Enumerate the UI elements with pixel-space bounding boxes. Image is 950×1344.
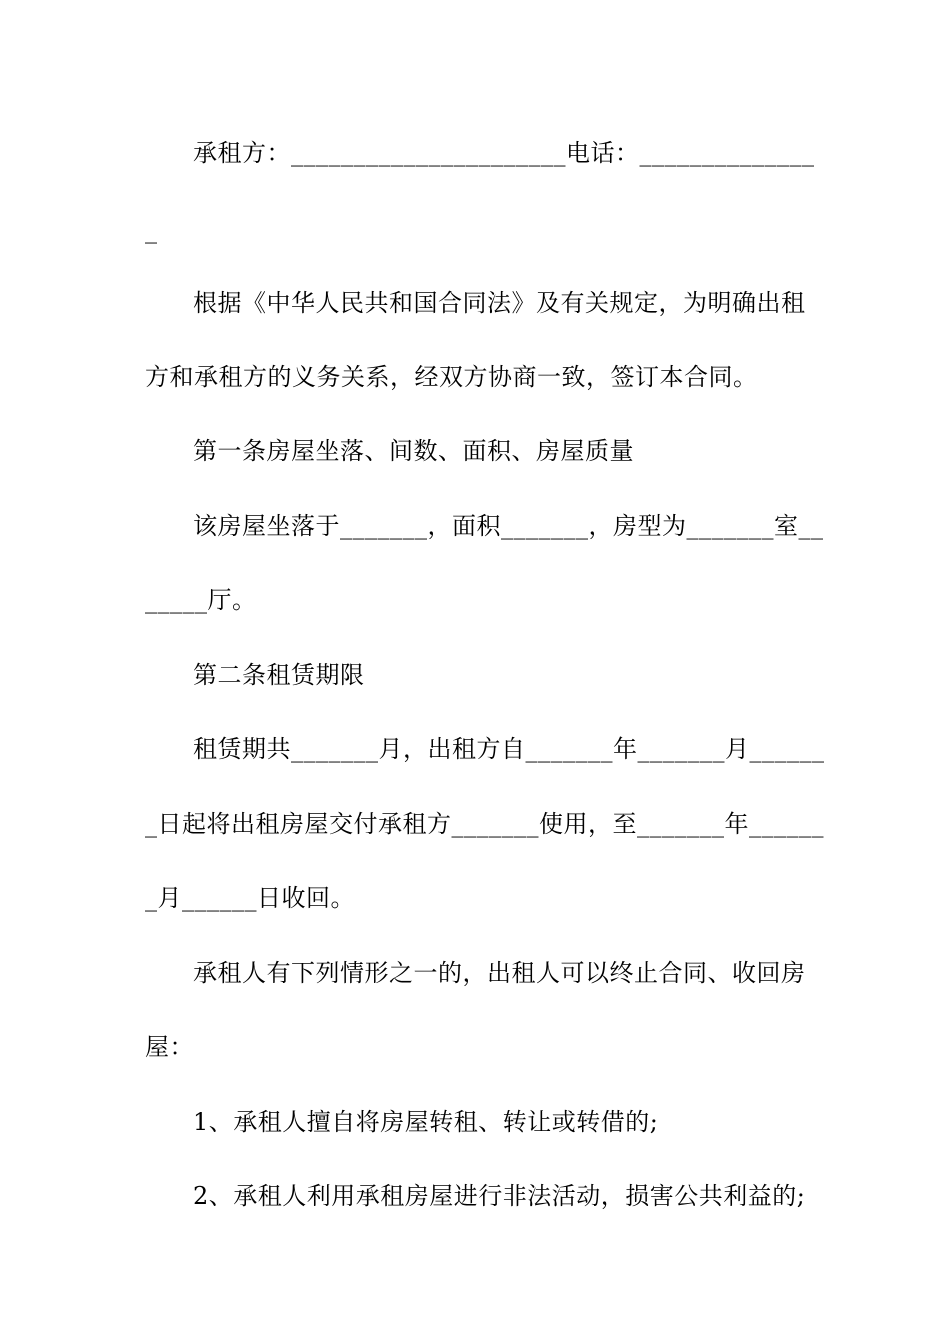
- article-2-body-line-3: _月______日收回。: [145, 884, 355, 912]
- article-1-heading: 第一条房屋坐落、间数、面积、房屋质量: [193, 437, 634, 465]
- termination-item-2: 2、承租人利用承租房屋进行非法活动，损害公共利益的;: [193, 1182, 806, 1210]
- article-2-body-line-2: _日起将出租房屋交付承租方_______使用，至_______年______: [145, 810, 824, 838]
- termination-clause-line-2: 屋：: [145, 1033, 194, 1061]
- termination-item-1: 1、承租人擅自将房屋转租、转让或转借的;: [193, 1108, 659, 1136]
- continuation-underscore: _: [145, 216, 158, 244]
- lessee-phone-line: 承租方：______________________电话：______________: [193, 139, 815, 167]
- preamble-line-1: 根据《中华人民共和国合同法》及有关规定，为明确出租: [193, 289, 806, 317]
- article-1-body-line-1: 该房屋坐落于_______，面积_______，房型为_______室__: [193, 512, 824, 540]
- article-1-body-line-2: _____厅。: [145, 586, 257, 614]
- article-2-heading: 第二条租赁期限: [193, 661, 365, 689]
- article-2-body-line-1: 租赁期共_______月，出租方自_______年_______月______: [193, 735, 825, 763]
- termination-clause-line-1: 承租人有下列情形之一的，出租人可以终止合同、收回房: [193, 959, 806, 987]
- preamble-line-2: 方和承租方的义务关系，经双方协商一致，签订本合同。: [145, 363, 758, 391]
